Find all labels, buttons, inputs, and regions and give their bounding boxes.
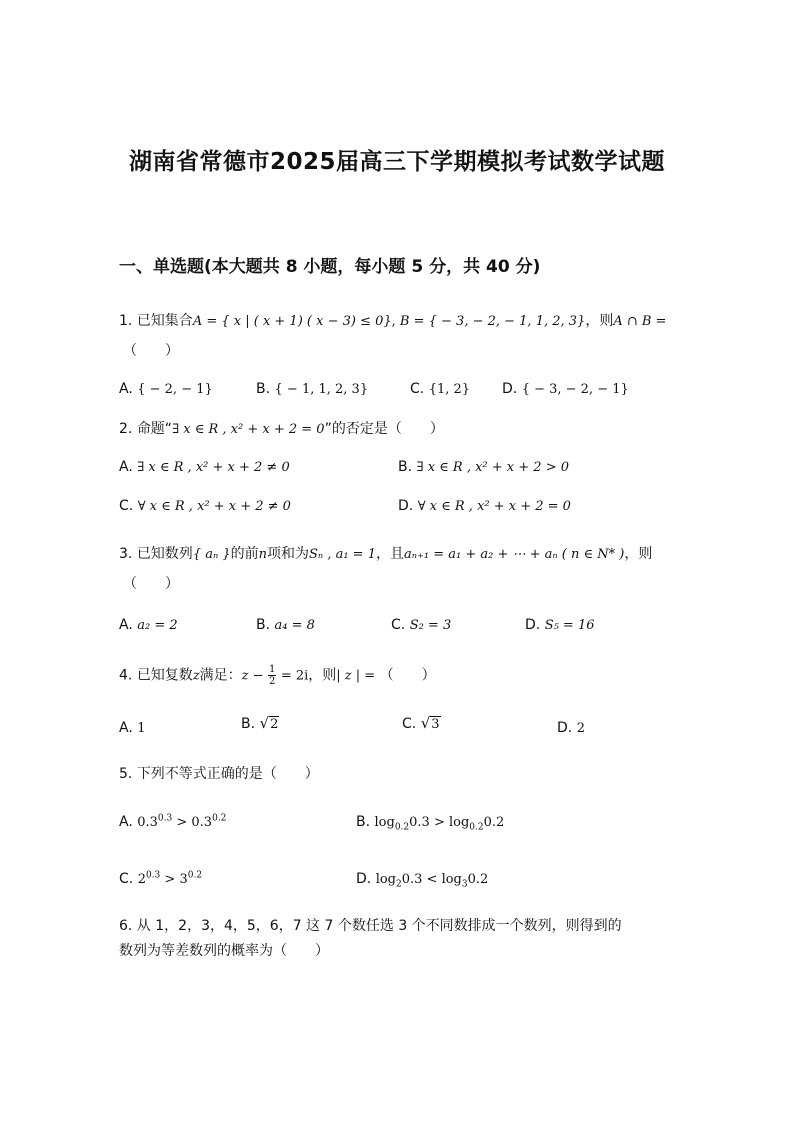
option-value: { − 3, − 2, − 1} [521, 382, 629, 397]
question-3 [119, 544, 652, 565]
answer-paren: （ ） [379, 667, 436, 684]
question-text: ，则 [585, 313, 614, 329]
option-value: $\log_20.3 < \log_30.2$ [375, 872, 489, 890]
option-value: S₂ = 3 [409, 618, 452, 633]
question-number: 4. [119, 667, 133, 684]
question-5 [119, 764, 319, 784]
option-value: $2^{0.3} > 3^{0.2}$ [137, 870, 203, 887]
fraction-numerator: 1 [269, 664, 276, 675]
option-c [119, 496, 291, 517]
variable-n: n [258, 547, 268, 562]
option-value: ∃ x ∈ R , x² + x + 2 > 0 [416, 460, 569, 475]
question-1 [119, 311, 666, 332]
option-value: $\log_{0.2}0.3 > \log_{0.2}0.2$ [374, 815, 505, 833]
question-text: 满足： [199, 667, 242, 684]
question-number: 1. [119, 313, 133, 329]
option-value: ∀ x ∈ R , x² + x + 2 ≠ 0 [137, 499, 291, 514]
question-text: 已知数列 [136, 546, 193, 562]
set-b-formula: B = { − 3, − 2, − 1, 1, 2, 3} [399, 314, 586, 329]
option-b [256, 615, 315, 636]
question-text: 下列不等式正确的是（ ） [136, 766, 319, 782]
section-heading: 一、单选题(本大题共 8 小题，每小题 5 分，共 40 分) [119, 257, 541, 277]
equation-right: = 2i [280, 668, 309, 684]
answer-paren: （ ） [123, 343, 179, 359]
option-b [398, 457, 569, 478]
sum-formula: Sₙ , a₁ = 1 [309, 547, 376, 562]
option-label: B. [256, 617, 271, 633]
option-label: C. [119, 871, 134, 887]
sqrt-symbol: √2 [259, 714, 279, 732]
option-value: ∀ x ∈ R , x² + x + 2 = 0 [417, 499, 571, 514]
radicand: 2 [270, 717, 279, 732]
option-label: A. [119, 381, 133, 397]
option-label: C. [410, 381, 425, 397]
answer-paren: （ ） [123, 576, 179, 592]
page-title: 湖南省常德市2025届高三下学期模拟考试数学试题 [128, 149, 665, 175]
separator: , [391, 314, 400, 329]
option-label: D. [502, 381, 518, 397]
question-4 [119, 664, 436, 687]
option-c [410, 379, 470, 400]
question-number: 5. [119, 766, 133, 782]
option-label: A. [119, 720, 133, 736]
fraction-one-half [268, 664, 276, 687]
option-d [398, 496, 571, 517]
option-a [119, 718, 146, 739]
option-label: B. [356, 814, 371, 830]
set-a-formula: A = { x | ( x + 1) ( x − 3) ≤ 0} [192, 314, 392, 329]
option-label: D. [398, 498, 414, 514]
option-value: ∃ x ∈ R , x² + x + 2 ≠ 0 [137, 460, 290, 475]
sqrt-symbol: √3 [420, 714, 440, 732]
question-text: 的前 [230, 546, 259, 562]
option-label: D. [525, 617, 541, 633]
option-label: C. [391, 617, 406, 633]
radicand: 3 [431, 717, 440, 732]
option-d [502, 379, 629, 400]
question-text: ，且 [375, 546, 404, 562]
option-b [256, 379, 368, 400]
option-value: a₄ = 8 [274, 618, 315, 633]
option-label: D. [356, 871, 372, 887]
option-value: 2 [576, 721, 585, 736]
option-value: a₂ = 2 [137, 618, 178, 633]
option-a [119, 615, 178, 636]
variable-z: z [192, 668, 200, 684]
option-label: A. [119, 814, 133, 830]
question-text: ，则 [308, 667, 337, 684]
question-text: 项和为 [267, 546, 310, 562]
option-a [119, 457, 290, 478]
option-value: {1, 2} [428, 382, 471, 397]
question-text: ”的否定是（ ） [324, 421, 444, 437]
option-d [557, 718, 585, 739]
intersection-formula: A ∩ B = [613, 314, 667, 329]
option-c [402, 713, 441, 735]
option-c [391, 615, 451, 636]
option-value: { − 1, 1, 2, 3} [274, 382, 369, 397]
question-text: 命题“ [136, 421, 173, 437]
option-label: B. [241, 716, 256, 732]
question-number: 2. [119, 421, 133, 437]
option-value: { − 2, − 1} [137, 382, 213, 397]
option-label: D. [557, 720, 573, 736]
question-text: 已知集合 [136, 313, 193, 329]
option-a [119, 812, 226, 833]
option-label: A. [119, 617, 133, 633]
question-6: 6. 从 1，2，3，4，5，6，7 这 7 个数任选 3 个不同数排成一个数列，则得到的 [119, 918, 622, 934]
option-label: B. [256, 381, 271, 397]
option-a [119, 379, 213, 400]
question-text: 已知复数 [136, 667, 193, 684]
modulus-formula: | z | = [336, 668, 376, 684]
question-number: 3. [119, 546, 133, 562]
option-b [356, 812, 504, 833]
fraction-denominator: 2 [269, 676, 276, 687]
option-label: C. [402, 716, 417, 732]
question-2 [119, 419, 444, 440]
question-text: ，则 [624, 546, 653, 562]
option-b [241, 713, 279, 735]
option-label: B. [398, 459, 413, 475]
option-label: C. [119, 498, 134, 514]
option-value: $0.3^{0.3} > 0.3^{0.2}$ [137, 813, 227, 830]
option-label: A. [119, 459, 133, 475]
sequence-formula: { aₙ } [192, 547, 231, 562]
proposition-formula: ∃ x ∈ R , x² + x + 2 = 0 [172, 422, 325, 437]
equation-left: z − [241, 668, 264, 684]
recurrence-formula: aₙ₊₁ = a₁ + a₂ + ⋯ + aₙ ( n ∈ N* ) [403, 547, 625, 562]
option-d [356, 869, 488, 890]
option-value: 1 [137, 721, 146, 736]
option-value: S₅ = 16 [544, 618, 595, 633]
question-6-line-2: 数列为等差数列的概率为（ ） [119, 943, 329, 959]
option-c [119, 869, 202, 890]
option-d [525, 615, 595, 636]
